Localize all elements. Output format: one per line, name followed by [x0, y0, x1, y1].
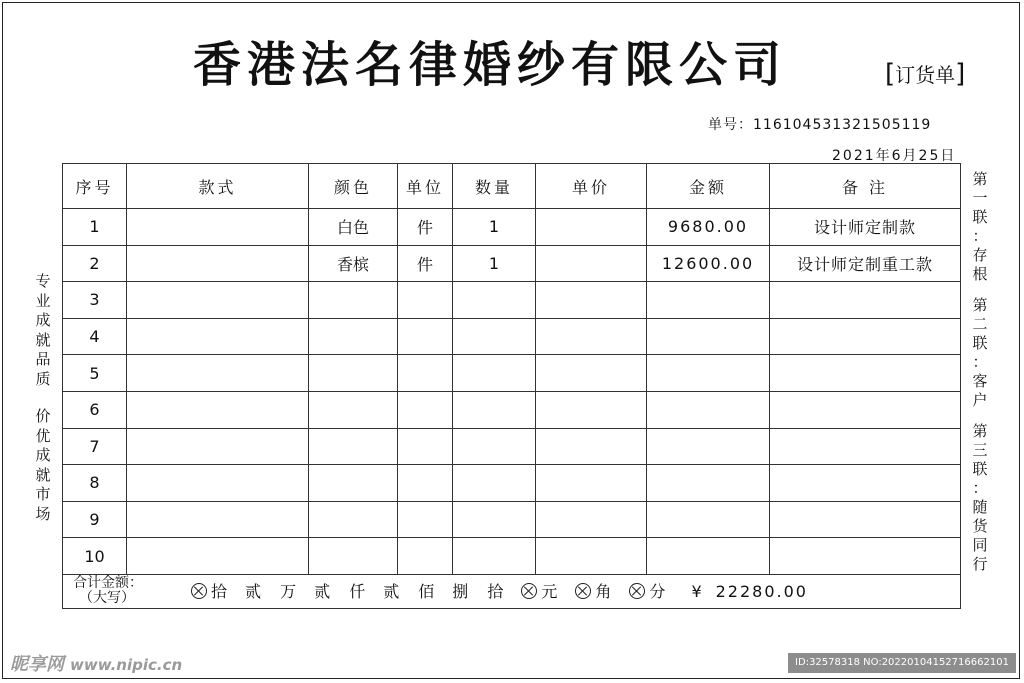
cell-style — [127, 428, 309, 465]
cell-style — [127, 318, 309, 355]
copy-note-char: 客 — [972, 372, 988, 390]
cell-unit — [398, 428, 453, 465]
copy-note-char: 随 — [972, 498, 988, 516]
slogan-char: 业 — [35, 291, 51, 310]
table-row — [63, 355, 961, 392]
cell-color — [309, 428, 398, 465]
slogan-gap — [32, 389, 54, 407]
cell-qty — [453, 355, 536, 392]
cell-color: 香槟 — [309, 245, 398, 282]
cell-style — [127, 355, 309, 392]
watermark-url: www.nipic.cn — [70, 656, 183, 674]
col-header-style: 款式 — [127, 164, 309, 209]
cell-price — [536, 428, 647, 465]
copy-note-char: 根 — [972, 265, 988, 283]
circle-x-icon — [575, 583, 591, 599]
cell-unit — [398, 282, 453, 319]
slogan-char: 质 — [35, 369, 51, 388]
table-row — [63, 209, 961, 246]
cell-idx: 10 — [63, 538, 127, 575]
cell-price — [536, 391, 647, 428]
col-header-unit: 单位 — [398, 164, 453, 209]
copy-note-char: 三 — [972, 441, 988, 459]
cell-unit — [398, 318, 453, 355]
cell-note — [770, 282, 961, 319]
cell-idx: 6 — [63, 391, 127, 428]
cell-qty — [453, 318, 536, 355]
cell-note — [770, 355, 961, 392]
currency-symbol: ¥ — [691, 581, 706, 601]
total-word-group — [452, 582, 507, 601]
cell-qty — [453, 501, 536, 538]
watermark-logo-text: 昵享网 — [10, 654, 64, 675]
order-table — [62, 163, 961, 609]
copy-note-char: 二 — [972, 315, 988, 333]
side-copy-notes — [968, 170, 992, 574]
copy-note-char: 第 — [972, 422, 988, 440]
copy-note-char: 第 — [972, 170, 988, 188]
col-header-amount: 金额 — [647, 164, 770, 209]
col-header-color: 颜色 — [309, 164, 398, 209]
table-row — [63, 391, 961, 428]
total-word-text: 贰 万 — [245, 581, 301, 601]
copy-note-char: 行 — [972, 555, 988, 573]
cell-qty: 1 — [453, 245, 536, 282]
cell-unit — [398, 391, 453, 428]
slogan-char: 优 — [35, 426, 51, 445]
copy-note-char: 存 — [972, 246, 988, 264]
cell-note — [770, 501, 961, 538]
total-label — [73, 576, 143, 606]
total-word-text: 元 — [541, 581, 562, 601]
cell-style — [127, 245, 309, 282]
total-word-group — [245, 582, 300, 601]
table-row — [63, 465, 961, 502]
cell-color — [309, 501, 398, 538]
cell-idx: 5 — [63, 355, 127, 392]
slogan-char: 品 — [35, 350, 51, 368]
copy-note-char: 货 — [972, 517, 988, 535]
cell-color — [309, 282, 398, 319]
total-word-text: 贰 仟 — [314, 581, 370, 601]
col-header-note: 备 注 — [770, 164, 961, 209]
cell-price — [536, 538, 647, 575]
cell-amount — [647, 318, 770, 355]
cell-style — [127, 538, 309, 575]
total-label-sub: （大写） — [79, 589, 135, 606]
table-row — [63, 245, 961, 282]
cell-qty — [453, 391, 536, 428]
slogan-char: 市 — [35, 485, 51, 503]
cell-note — [770, 428, 961, 465]
total-word-group — [314, 582, 369, 601]
table-row — [63, 501, 961, 538]
cell-price — [536, 318, 647, 355]
cell-idx: 8 — [63, 465, 127, 502]
cell-amount — [647, 355, 770, 392]
cell-unit: 件 — [398, 209, 453, 246]
copy-note-char: 第 — [972, 296, 988, 314]
copy-note-gap — [968, 284, 992, 296]
cell-unit — [398, 465, 453, 502]
copy-note-gap — [968, 410, 992, 422]
cell-amount — [647, 538, 770, 575]
order-number-value: 11610453132150511​9 — [753, 117, 932, 133]
cell-amount: 9680.00 — [647, 209, 770, 246]
cell-color: 白色 — [309, 209, 398, 246]
cell-qty — [453, 538, 536, 575]
cell-color — [309, 318, 398, 355]
copy-note-char: 同 — [972, 536, 988, 554]
copy-note-char: 一 — [972, 189, 988, 207]
total-word-group — [383, 582, 438, 601]
cell-note — [770, 538, 961, 575]
slogan-char: 成 — [35, 446, 51, 464]
order-number-label: 单号： — [708, 117, 753, 133]
cell-note: 设计师定制款 — [770, 209, 961, 246]
copy-note-char: 联 — [972, 334, 988, 352]
cell-price — [536, 209, 647, 246]
cell-amount — [647, 501, 770, 538]
circle-x-icon — [629, 583, 645, 599]
side-slogan-left — [32, 272, 54, 524]
slogan-char: 就 — [35, 465, 51, 484]
cell-amount — [647, 465, 770, 502]
cell-unit — [398, 355, 453, 392]
cell-unit — [398, 501, 453, 538]
total-word-text: 贰 佰 — [383, 581, 439, 601]
col-header-qty: 数量 — [453, 164, 536, 209]
slogan-char: 场 — [35, 504, 51, 523]
slogan-char: 专 — [35, 272, 51, 290]
form-type-text: 订货单 — [895, 63, 956, 87]
total-word-text: 分 — [649, 581, 670, 601]
cell-style — [127, 209, 309, 246]
cell-price — [536, 465, 647, 502]
cell-color — [309, 355, 398, 392]
cell-note: 设计师定制重工款 — [770, 245, 961, 282]
watermark-id: ID:32578318 NO:20220104152716662101 — [788, 653, 1016, 673]
copy-note-char: 户 — [972, 391, 988, 409]
cell-idx: 4 — [63, 318, 127, 355]
cell-amount — [647, 391, 770, 428]
total-word-group — [191, 582, 231, 601]
cell-style — [127, 501, 309, 538]
cell-note — [770, 391, 961, 428]
cell-price — [536, 501, 647, 538]
cell-amount — [647, 428, 770, 465]
cell-qty — [453, 428, 536, 465]
cell-idx: 1 — [63, 209, 127, 246]
cell-style — [127, 391, 309, 428]
total-word-group — [521, 582, 561, 601]
cell-color — [309, 391, 398, 428]
cell-qty — [453, 465, 536, 502]
table-row — [63, 282, 961, 319]
total-in-words — [191, 575, 808, 608]
copy-note-char: ： — [972, 227, 988, 245]
total-word-group — [629, 582, 669, 601]
cell-color — [309, 538, 398, 575]
cell-price — [536, 355, 647, 392]
cell-qty — [453, 282, 536, 319]
total-word-text: 拾 — [211, 581, 232, 601]
total-word-group — [575, 582, 615, 601]
table-row — [63, 538, 961, 575]
order-date: 2021年6月25日 — [832, 148, 957, 164]
table-header-row — [63, 164, 961, 209]
copy-note-char: 联 — [972, 208, 988, 226]
table-row — [63, 318, 961, 355]
total-cell — [63, 574, 961, 608]
total-amount: 22280.00 — [715, 581, 808, 601]
cell-unit — [398, 538, 453, 575]
form-type-label: [订货单] — [885, 59, 966, 89]
total-word-text: 角 — [595, 581, 616, 601]
cell-style — [127, 282, 309, 319]
cell-note — [770, 465, 961, 502]
cell-amount: 12600.00 — [647, 245, 770, 282]
company-title: 香港法名律婚纱有限公司 — [192, 37, 787, 93]
col-header-price: 单价 — [536, 164, 647, 209]
cell-qty: 1 — [453, 209, 536, 246]
order-number — [708, 114, 931, 134]
table-row — [63, 428, 961, 465]
total-word-text: 捌 拾 — [452, 581, 508, 601]
cell-unit: 件 — [398, 245, 453, 282]
total-row — [63, 574, 961, 608]
cell-amount — [647, 282, 770, 319]
cell-style — [127, 465, 309, 502]
cell-idx: 9 — [63, 501, 127, 538]
cell-idx: 3 — [63, 282, 127, 319]
col-header-index: 序号 — [63, 164, 127, 209]
watermark-logo — [10, 650, 182, 676]
copy-note-char: 联 — [972, 460, 988, 478]
cell-price — [536, 282, 647, 319]
slogan-char: 价 — [35, 407, 51, 425]
cell-color — [309, 465, 398, 502]
copy-note-char: ： — [972, 353, 988, 371]
cell-note — [770, 318, 961, 355]
circle-x-icon — [191, 583, 207, 599]
cell-price — [536, 245, 647, 282]
total-label-main: 合计金额： — [73, 574, 143, 591]
circle-x-icon — [521, 583, 537, 599]
copy-note-char: ： — [972, 479, 988, 497]
cell-idx: 7 — [63, 428, 127, 465]
cell-idx: 2 — [63, 245, 127, 282]
slogan-char: 成 — [35, 311, 51, 329]
total-words-list — [191, 582, 683, 601]
slogan-char: 就 — [35, 330, 51, 349]
